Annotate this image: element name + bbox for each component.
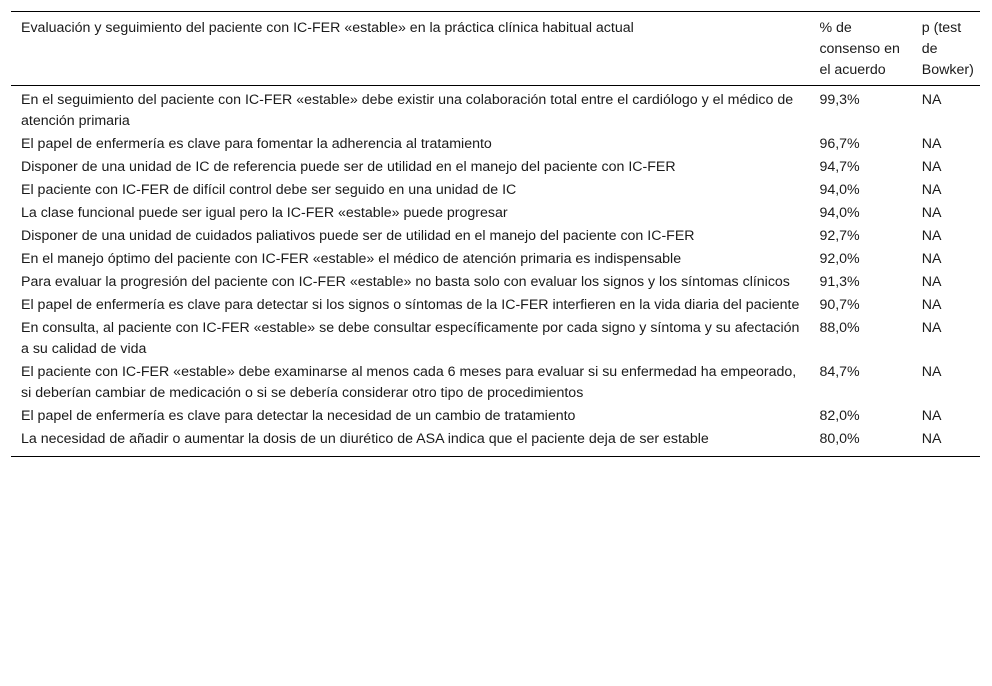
header-consensus: % de consenso en el acuerdo (809, 12, 911, 86)
consensus-table-container (11, 11, 980, 457)
table-row (11, 179, 980, 202)
row-consensus: 92,0% (819, 251, 860, 267)
table-row (11, 405, 980, 428)
table-row (11, 317, 980, 361)
row-p-value: NA (921, 320, 942, 336)
table-row (11, 133, 980, 156)
header-p-value: p (test de Bowker) (912, 12, 980, 86)
row-p-value: NA (921, 159, 942, 175)
row-statement: En el seguimiento del paciente con IC-FER «estable» debe existir una colaboración total entre el cardiólogo y el médico de atención primaria (21, 92, 794, 129)
row-p-value: NA (921, 182, 942, 198)
row-statement: El papel de enfermería es clave para detectar la necesidad de un cambio de tratamiento (21, 408, 576, 424)
row-consensus: 94,7% (819, 159, 860, 175)
table-row (11, 361, 980, 405)
header-row (11, 12, 980, 86)
row-consensus: 88,0% (819, 320, 860, 336)
consensus-table (11, 11, 980, 457)
row-statement: El paciente con IC-FER de difícil control debe ser seguido en una unidad de IC (21, 182, 517, 198)
row-consensus: 82,0% (819, 408, 860, 424)
row-p-value: NA (912, 428, 980, 457)
table-row (11, 86, 980, 134)
row-consensus: 92,7% (819, 228, 860, 244)
row-statement: La clase funcional puede ser igual pero la IC-FER «estable» puede progresar (21, 205, 508, 221)
table-row (11, 202, 980, 225)
table-row (11, 248, 980, 271)
row-p-value: NA (921, 364, 942, 380)
row-statement: Disponer de una unidad de cuidados paliativos puede ser de utilidad en el manejo del paciente con IC-FER (21, 228, 695, 244)
table-row (11, 271, 980, 294)
row-statement: Disponer de una unidad de IC de referencia puede ser de utilidad en el manejo del paciente con IC-FER (21, 159, 676, 175)
row-p-value: NA (921, 136, 942, 152)
row-p-value: NA (921, 297, 942, 313)
row-p-value: NA (921, 274, 942, 290)
row-consensus: 84,7% (819, 364, 860, 380)
row-p-value: NA (921, 408, 942, 424)
row-statement: El papel de enfermería es clave para fomentar la adherencia al tratamiento (21, 136, 492, 152)
row-statement: La necesidad de añadir o aumentar la dosis de un diurético de ASA indica que el paciente deja de ser estable (11, 428, 809, 457)
row-consensus: 96,7% (819, 136, 860, 152)
row-p-value: NA (921, 228, 942, 244)
table-row (11, 156, 980, 179)
table-row (11, 225, 980, 248)
row-statement: El paciente con IC-FER «estable» debe examinarse al menos cada 6 meses para evaluar si su enfermedad ha empeorado, si deberían cambiar de medicación o si se debería considerar otro tipo de procedimientos (21, 364, 797, 401)
header-statement: Evaluación y seguimiento del paciente con IC-FER «estable» en la práctica clínica habitual actual (11, 12, 809, 86)
row-statement: El papel de enfermería es clave para detectar si los signos o síntomas de la IC-FER interfieren en la vida diaria del paciente (21, 297, 800, 313)
table-body (11, 86, 980, 457)
table-row (11, 294, 980, 317)
row-consensus: 90,7% (819, 297, 860, 313)
row-p-value: NA (921, 92, 942, 108)
row-consensus: 99,3% (819, 92, 860, 108)
row-consensus: 94,0% (819, 182, 860, 198)
table-row (11, 428, 980, 457)
row-statement: En consulta, al paciente con IC-FER «estable» se debe consultar específicamente por cada signo y síntoma y su afectación a su calidad de vida (21, 320, 800, 357)
row-consensus: 80,0% (809, 428, 911, 457)
row-consensus: 91,3% (819, 274, 860, 290)
row-statement: Para evaluar la progresión del paciente con IC-FER «estable» no basta solo con evaluar los signos y los síntomas clínicos (21, 274, 790, 290)
table-header (11, 12, 980, 86)
row-consensus: 94,0% (819, 205, 860, 221)
row-p-value: NA (921, 251, 942, 267)
row-p-value: NA (921, 205, 942, 221)
row-statement: En el manejo óptimo del paciente con IC-FER «estable» el médico de atención primaria es indispensable (21, 251, 682, 267)
